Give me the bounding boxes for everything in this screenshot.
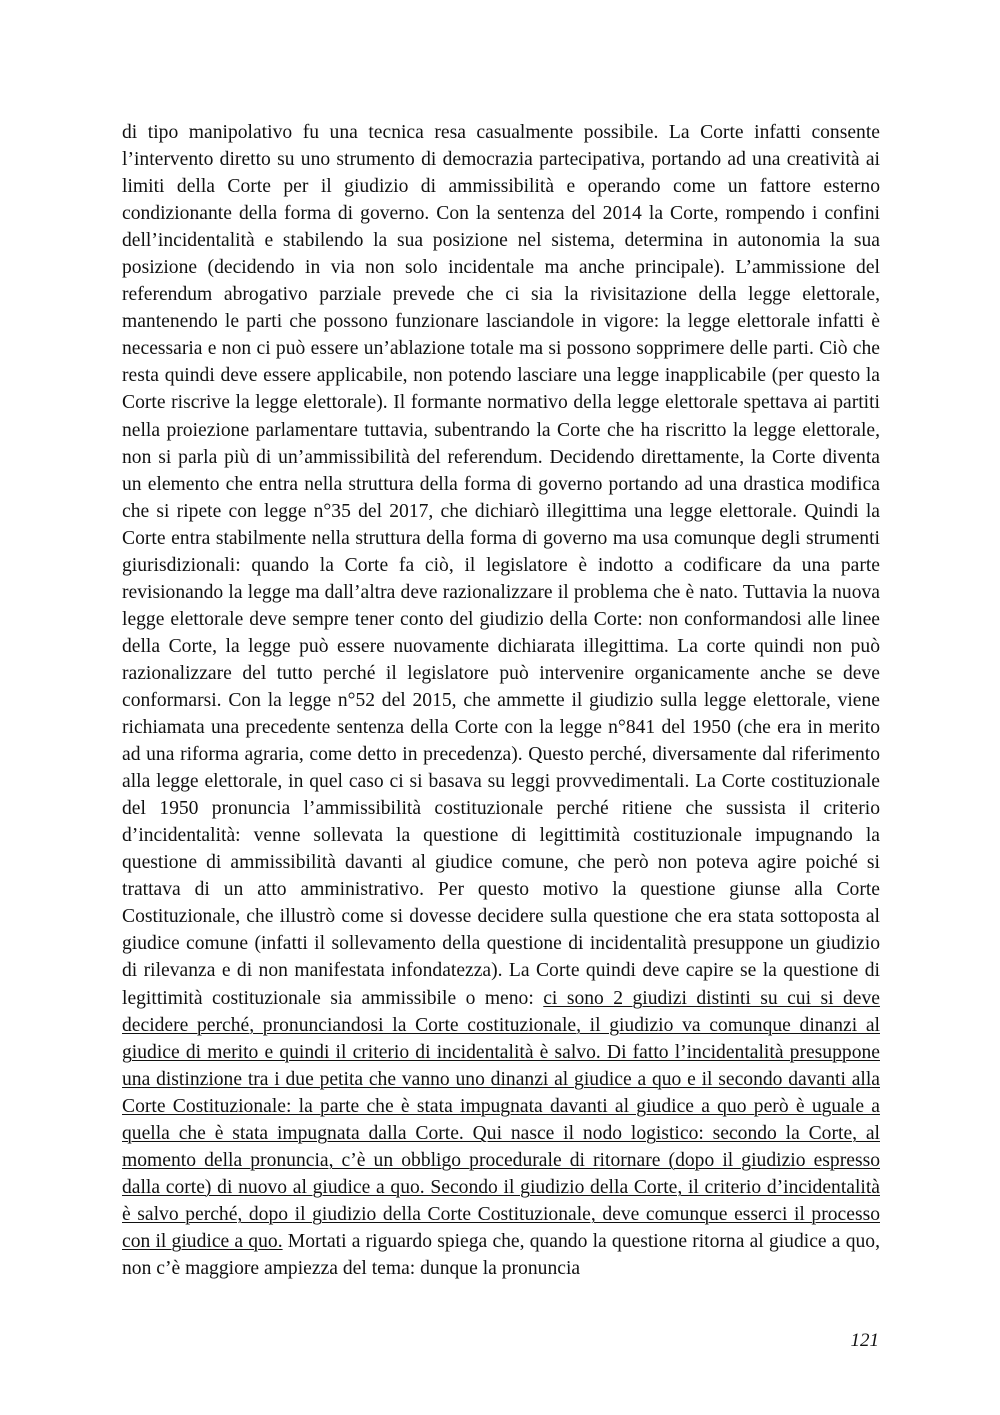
page-number: 121 bbox=[850, 1330, 879, 1351]
paragraph-lead-text: di tipo manipolativo fu una tecnica resa casualmente possibile. La Corte infatti consente l’intervento diretto su uno strumento di democrazia partecipativa, portando ad una creatività ai limiti della Corte per il giudizio di ammissibilità e operando come un fattore esterno condizionante della forma di governo. Con la sentenza del 2014 la Corte, rompendo i confini dell’incidentalità e stabilendo la sua posizione nel sistema, determina in autonomia la sua posizione (decidendo in via non solo incidentale ma anche principale). L’ammissione del referendum abrogativo parziale prevede che ci sia la rivisitazione della legge elettorale, mantenendo le parti che possono funzionare lasciandole in vigore: la legge elettorale infatti è necessaria e non ci può essere un’ablazione totale ma si possono sopprimere delle parti. Ciò che resta quindi deve essere applicabile, non potendo lasciare una legge inapplicabile (per questo la Corte riscrive la legge elettorale). Il formante normativo della legge elettorale spettava ai partiti nella proiezione parlamentare tuttavia, subentrando la Corte che ha riscritto la legge elettorale, non si parla più di un’ammissibilità del referendum. Decidendo direttamente, la Corte diventa un elemento che entra nella struttura della forma di governo portando ad una drastica modifica che si ripete con legge n°35 del 2017, che dichiarò illegittima una legge elettorale. Quindi la Corte entra stabilmente nella struttura della forma di governo ma usa comunque degli strumenti giurisdizionali: quando la Corte fa ciò, il legislatore è indotto a codificare da una parte revisionando la legge ma dall’altra deve razionalizzare il problema che è nato. Tuttavia la nuova legge elettorale deve sempre tener conto del giudizio della Corte: non conformandosi alle linee della Corte, la legge può essere nuovamente dichiarata illegittima. La corte quindi non può razionalizzare del tutto perché il legislatore può intervenire organicamente anche se deve conformarsi. Con la legge n°52 del 2015, che ammette il giudizio sulla legge elettorale, viene richiamata una precedente sentenza della Corte con la legge n°841 del 1950 (che era in merito ad una riforma agraria, come detto in precedenza). Questo perché, diversamente dal riferimento alla legge elettorale, in quel caso ci si basava su leggi provvedimentali. La Corte costituzionale del 1950 pronuncia l’ammissibilità costituzionale perché ritiene che sussista il criterio d’incidentalità: venne sollevata la questione di legittimità costituzionale impugnando la questione di ammissibilità davanti al giudice comune, che però non poteva agire poiché si trattava di un atto amministrativo. Per questo motivo la questione giunse alla Corte Costituzionale, che illustrò come si dovesse decidere sulla questione che era stata sottoposta al giudice comune (infatti il sollevamento della questione di incidentalità presuppone un giudizio di rilevanza e di non manifestata infondatezza). La Corte quindi deve capire se la questione di legittimità costituzionale sia ammissibile o meno: bbox=[122, 122, 880, 1009]
paragraph-tail-text: Mortati a riguardo spiega che, quando la questione ritorna al giudice a quo, non c’è maggiore ampiezza del tema: dunque la pronuncia bbox=[122, 1230, 880, 1279]
body-paragraph bbox=[122, 119, 880, 1282]
underlined-passage: ci sono 2 giudizi distinti su cui si deve decidere perché, pronunciandosi la Corte costituzionale, il giudizio va comunque dinanzi al giudice di merito e quindi il criterio di incidentalità è salvo. Di fatto l’incidentalità presuppone una distinzione tra i due petita che vanno uno dinanzi al giudice a quo e il secondo davanti alla Corte Costituzionale: la parte che è stata impugnata davanti al giudice a quo però è uguale a quella che è stata impugnata dalla Corte. Qui nasce il nodo logistico: secondo la Corte, al momento della pronuncia, c’è un obbligo procedurale di ritornare (dopo il giudizio espresso dalla corte) di nuovo al giudice a quo. Secondo il giudizio della Corte, il criterio d’incidentalità è salvo perché, dopo il giudizio della Corte Costituzionale, deve comunque esserci il processo con il giudice a quo. bbox=[122, 987, 880, 1252]
